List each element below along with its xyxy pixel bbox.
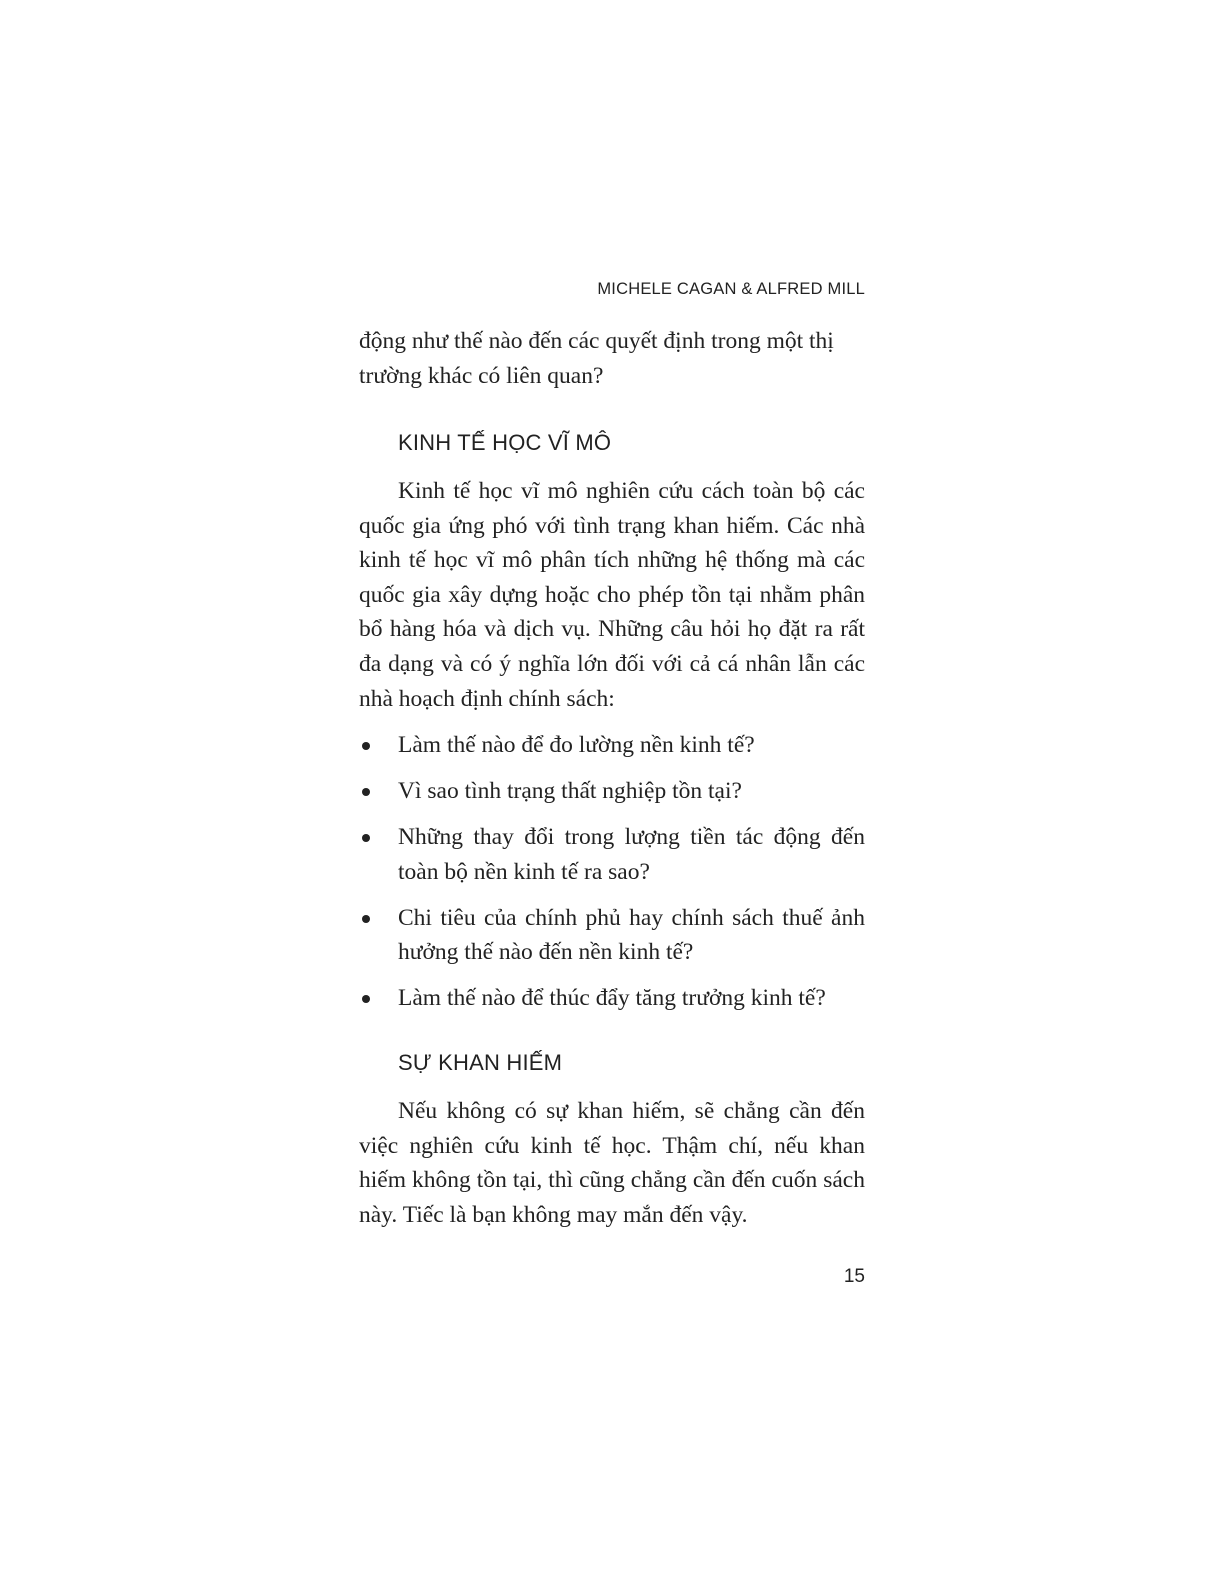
macroeconomics-paragraph: Kinh tế học vĩ mô nghiên cứu cách toàn bộ các quốc gia ứng phó với tình trạng khan hiếm. Các nhà kinh tế học vĩ mô phân tích những hệ thống mà các quốc gia xây dựng hoặc cho phép tồn tại nhằm phân bổ hàng hóa và dịch vụ. Những câu hỏi họ đặt ra rất đa dạng và có ý nghĩa lớn đối với cả cá nhân lẫn các nhà hoạch định chính sách:: [359, 478, 865, 712]
list-item: [359, 901, 865, 970]
section-heading-macroeconomics: KINH TẾ HỌC VĨ MÔ: [398, 430, 612, 455]
list-item: [359, 774, 865, 809]
list-item-text: Làm thế nào để thúc đẩy tăng trưởng kinh tế?: [398, 985, 826, 1012]
macroeconomics-question-list: [359, 728, 865, 1027]
bullet-icon: [362, 834, 370, 842]
list-item-text: Vì sao tình trạng thất nghiệp tồn tại?: [398, 777, 742, 804]
list-item-text: Những thay đổi trong lượng tiền tác động đến toàn bộ nền kinh tế ra sao?: [398, 823, 865, 885]
list-item: [359, 728, 865, 763]
bullet-icon: [362, 742, 370, 750]
section-heading-scarcity: SỰ KHAN HIẾM: [398, 1050, 563, 1075]
bullet-icon: [362, 788, 370, 796]
list-item-text: Chi tiêu của chính phủ hay chính sách thuế ảnh hưởng thế nào đến nền kinh tế?: [398, 904, 865, 966]
continuation-paragraph: động như thế nào đến các quyết định trong một thị trường khác có liên quan?: [359, 328, 834, 389]
scarcity-paragraph: Nếu không có sự khan hiếm, sẽ chẳng cần đến việc nghiên cứu kinh tế học. Thậm chí, nếu khan hiếm không tồn tại, thì cũng chẳng cần đến cuốn sách này. Tiếc là bạn không may mắn đến vậy.: [359, 1098, 865, 1228]
running-head: MICHELE CAGAN & ALFRED MILL: [597, 280, 865, 298]
list-item: [359, 820, 865, 889]
list-item: [359, 981, 865, 1016]
bullet-icon: [362, 915, 370, 923]
page-number: 15: [843, 1266, 865, 1287]
list-item-text: Làm thế nào để đo lường nền kinh tế?: [398, 732, 755, 758]
bullet-icon: [362, 995, 370, 1003]
